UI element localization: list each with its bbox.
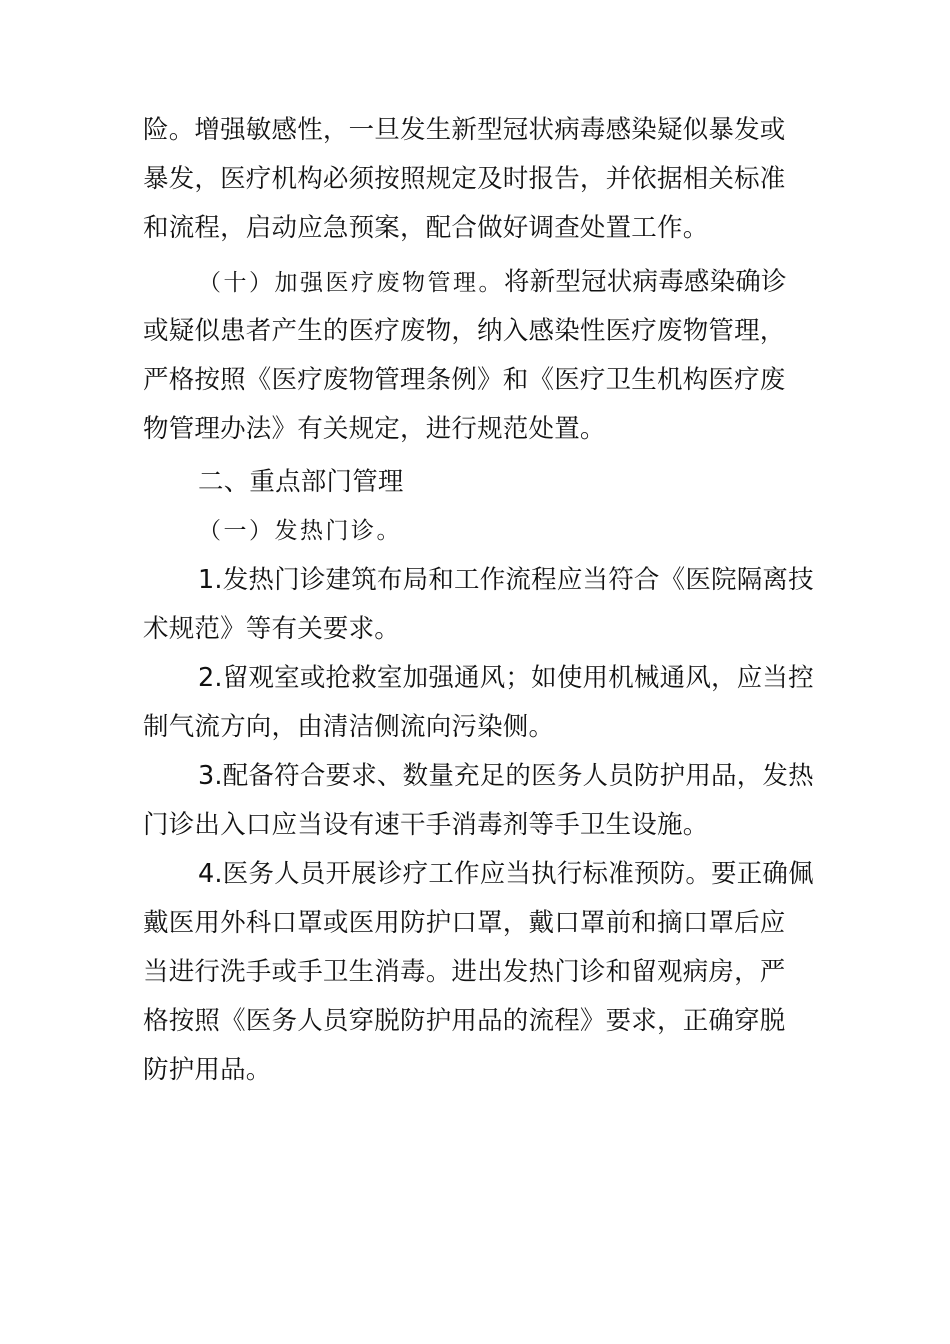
section-heading: （十）加强医疗废物管理。 bbox=[198, 270, 504, 296]
chapter-heading: 二、重点部门管理 bbox=[198, 467, 404, 497]
paragraph-line: 或疑似患者产生的医疗废物，纳入感染性医疗废物管理， bbox=[143, 316, 786, 346]
paragraph-line: 暴发，医疗机构必须按照规定及时报告，并依据相关标准 bbox=[143, 164, 786, 194]
paragraph-line: 戴医用外科口罩或医用防护口罩，戴口罩前和摘口罩后应 bbox=[143, 908, 786, 938]
paragraph-line: 格按照《医务人员穿脱防护用品的流程》要求，正确穿脱 bbox=[143, 1006, 786, 1036]
paragraph-line: 术规范》等有关要求。 bbox=[143, 614, 401, 644]
paragraph-line: 2.留观室或抢救室加强通风；如使用机械通风，应当控 bbox=[198, 663, 814, 693]
paragraph-line: 物管理办法》有关规定，进行规范处置。 bbox=[143, 414, 606, 444]
paragraph-text: 将新型冠状病毒感染确诊 bbox=[504, 267, 787, 297]
paragraph-line: 当进行洗手或手卫生消毒。进出发热门诊和留观病房，严 bbox=[143, 957, 786, 987]
paragraph-line: 4.医务人员开展诊疗工作应当执行标准预防。要正确佩 bbox=[198, 859, 814, 889]
paragraph-line: 3.配备符合要求、数量充足的医务人员防护用品，发热 bbox=[198, 761, 814, 791]
paragraph-line: 和流程，启动应急预案，配合做好调查处置工作。 bbox=[143, 213, 709, 243]
paragraph-line: 门诊出入口应当设有速干手消毒剂等手卫生设施。 bbox=[143, 810, 709, 840]
paragraph-line: 制气流方向，由清洁侧流向污染侧。 bbox=[143, 712, 555, 742]
paragraph-line: 防护用品。 bbox=[143, 1055, 272, 1085]
paragraph-line: 险。增强敏感性，一旦发生新型冠状病毒感染疑似暴发或 bbox=[143, 115, 786, 145]
paragraph-line: 严格按照《医疗废物管理条例》和《医疗卫生机构医疗废 bbox=[143, 365, 786, 395]
section-heading-line bbox=[198, 265, 787, 300]
subsection-heading: （一）发热门诊。 bbox=[198, 518, 402, 544]
paragraph-line: 1.发热门诊建筑布局和工作流程应当符合《医院隔离技 bbox=[198, 565, 814, 595]
